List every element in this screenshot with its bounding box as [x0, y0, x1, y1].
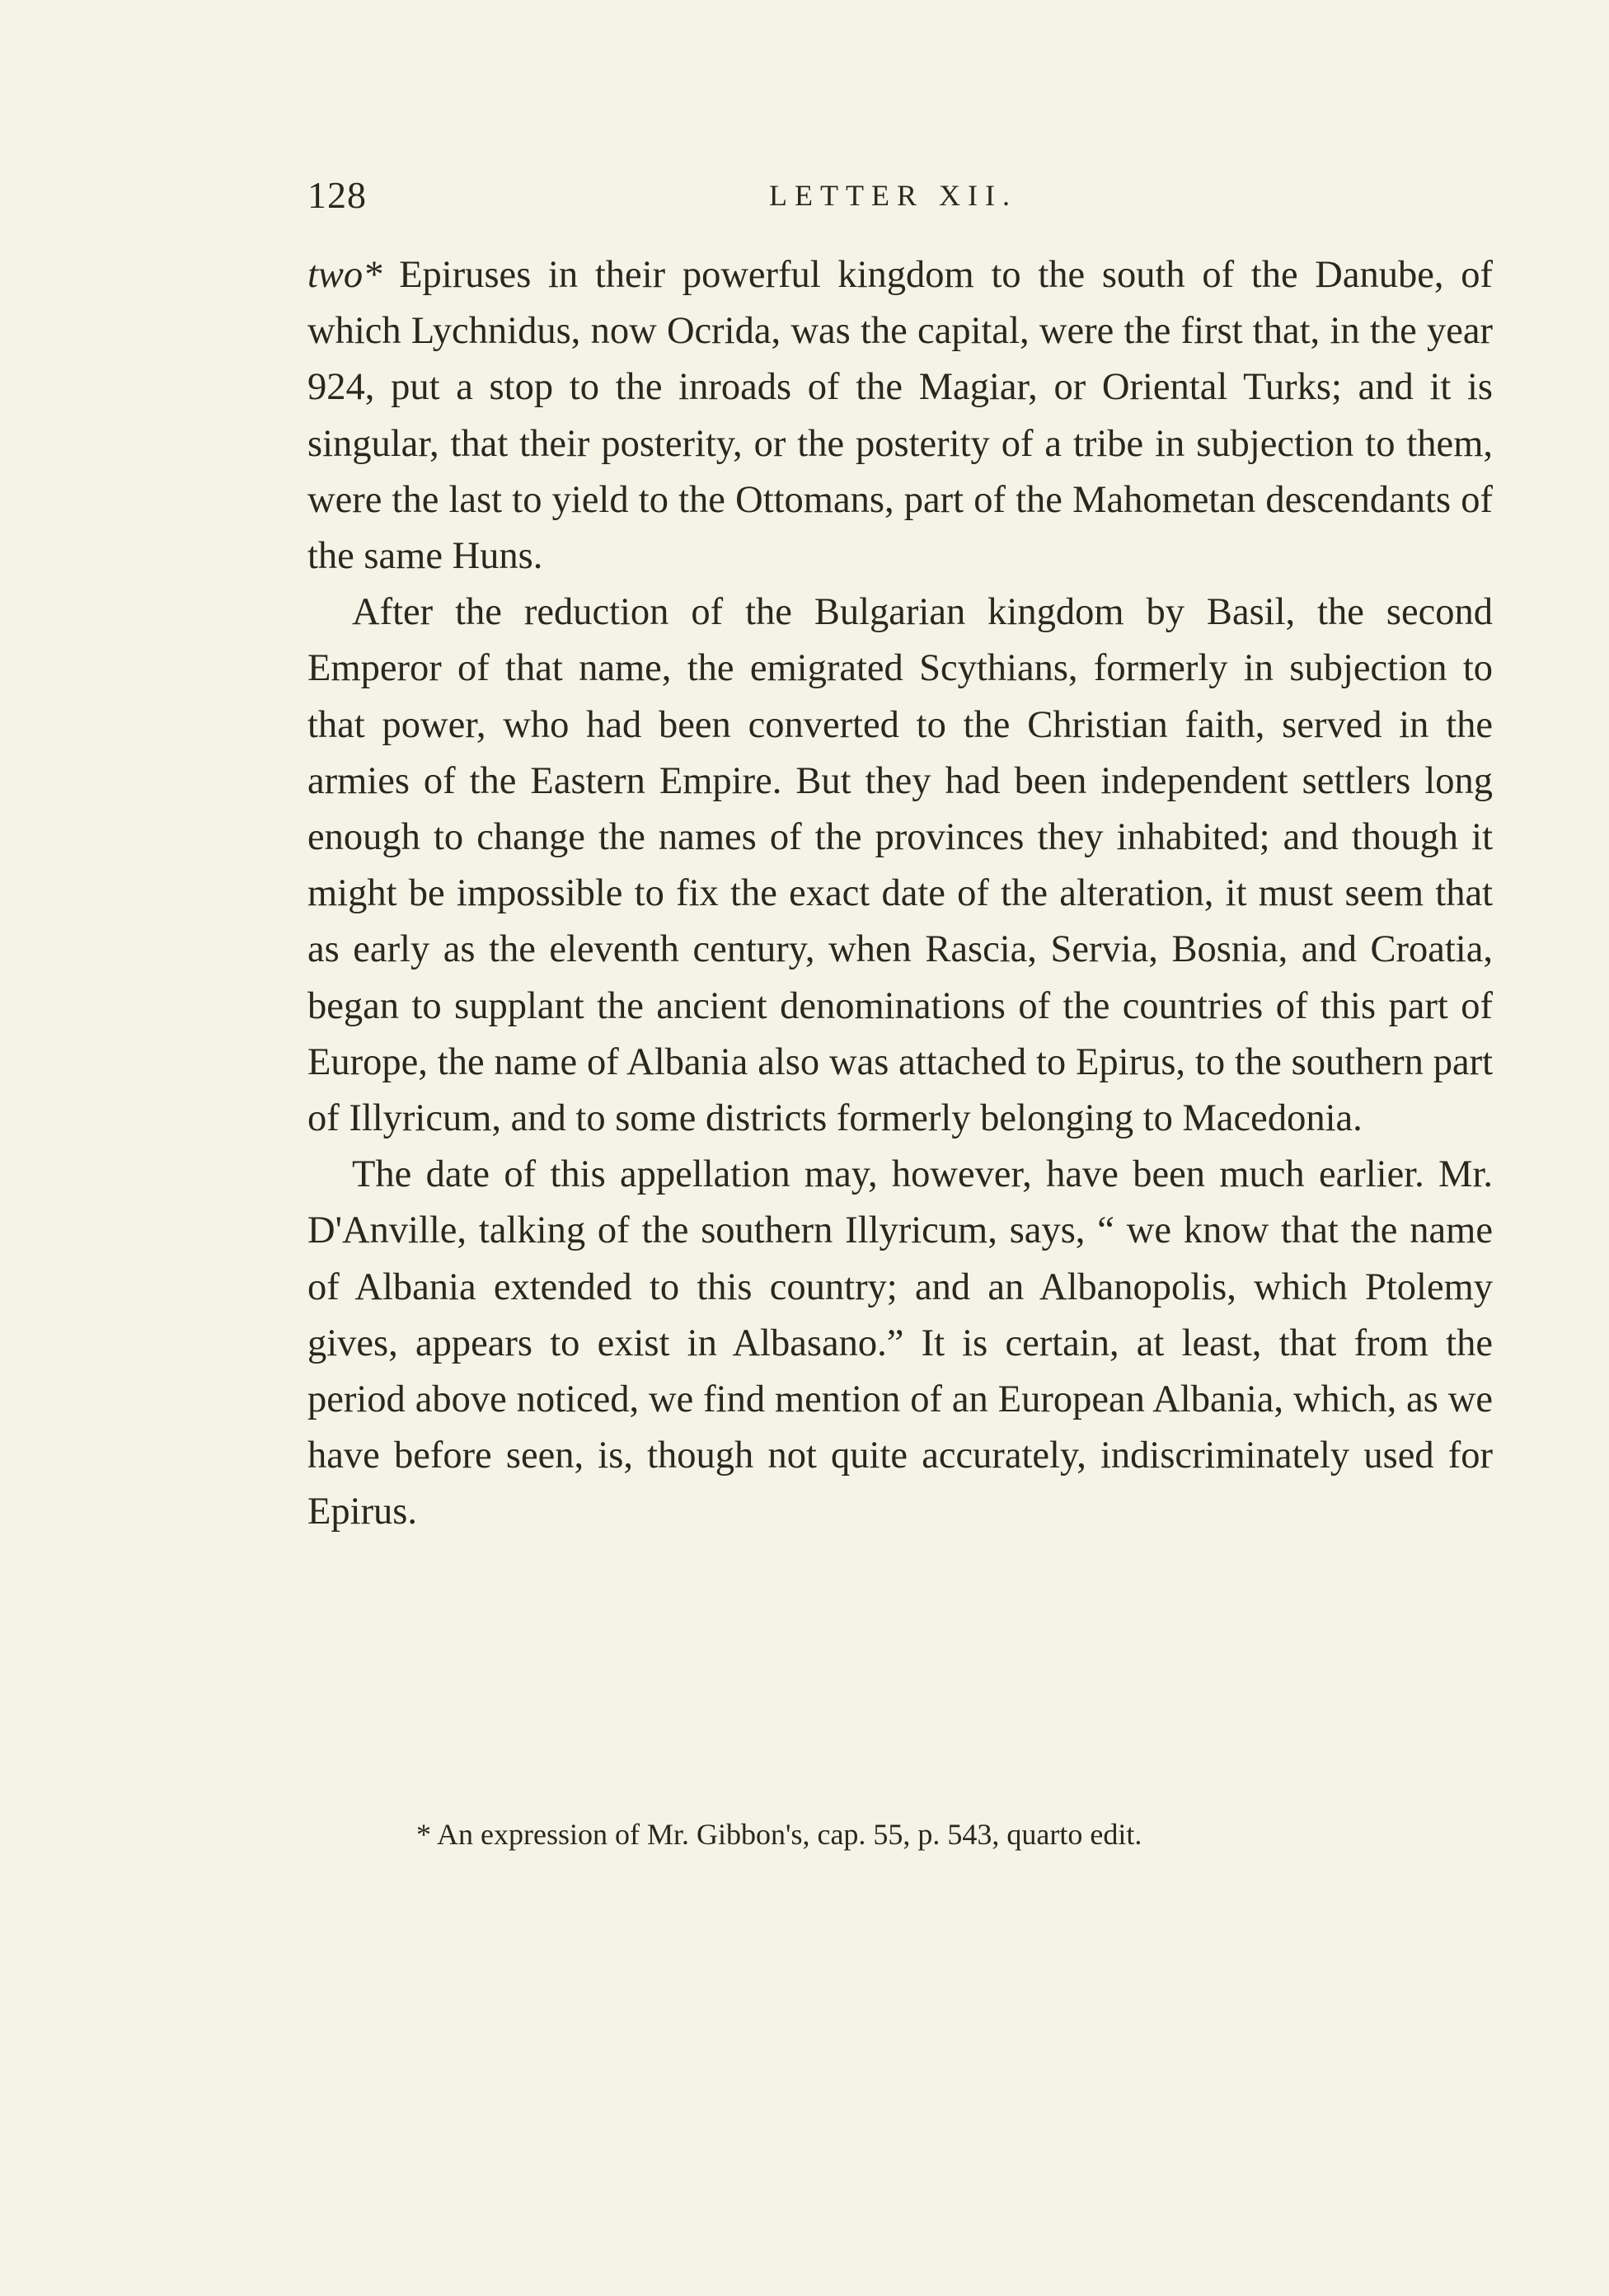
page-header: [307, 173, 1494, 223]
footnote-reference: two*: [307, 254, 382, 296]
body-text: [307, 247, 1493, 1541]
paragraph-1: [307, 247, 1493, 585]
paragraph-1-text: Epiruses in their powerful kingdom to the south of the Danube, of which Lychnidus, now Ocrida, was the capital, were the first that, in the year 924, put a stop to the inroads of the Magiar, or Oriental Turks; and it is singular, that their posterity, or the posterity of a tribe in subjection to them, were the last to yield to the Ottomans, part of the Mahometan descendants of the same Huns.: [307, 254, 1493, 578]
footnote: * An expression of Mr. Gibbon's, cap. 55, p. 543, quarto edit.: [416, 1818, 1142, 1851]
page-number: 128: [307, 174, 367, 216]
running-head: LETTER XII.: [769, 179, 1017, 212]
paragraph-3: The date of this appellation may, however, have been much earlier. Mr. D'Anville, talking of the southern Illyricum, says, “ we know that the name of Albania extended to this country; and an Albanopolis, which Ptolemy gives, appears to exist in Albasano.” It is certain, at least, that from the period above noticed, we find mention of an European Albania, which, as we have before seen, is, though not quite accurately, indiscriminately used for Epirus.: [307, 1153, 1493, 1533]
paragraph-2: After the reduction of the Bulgarian kingdom by Basil, the second Emperor of that name, the emigrated Scythians, formerly in subjection to that power, who had been converted to the Christian faith, served in the armies of the Eastern Empire. But they had been independent settlers long enough to change the names of the provinces they inhabited; and though it might be impossible to fix the exact date of the alteration, it must seem that as early as the eleventh century, when Rascia, Servia, Bosnia, and Croatia, began to supplant the ancient denominations of the countries of this part of Europe, the name of Albania also was attached to Epirus, to the southern part of Illyricum, and to some districts formerly belonging to Macedonia.: [307, 591, 1493, 1140]
